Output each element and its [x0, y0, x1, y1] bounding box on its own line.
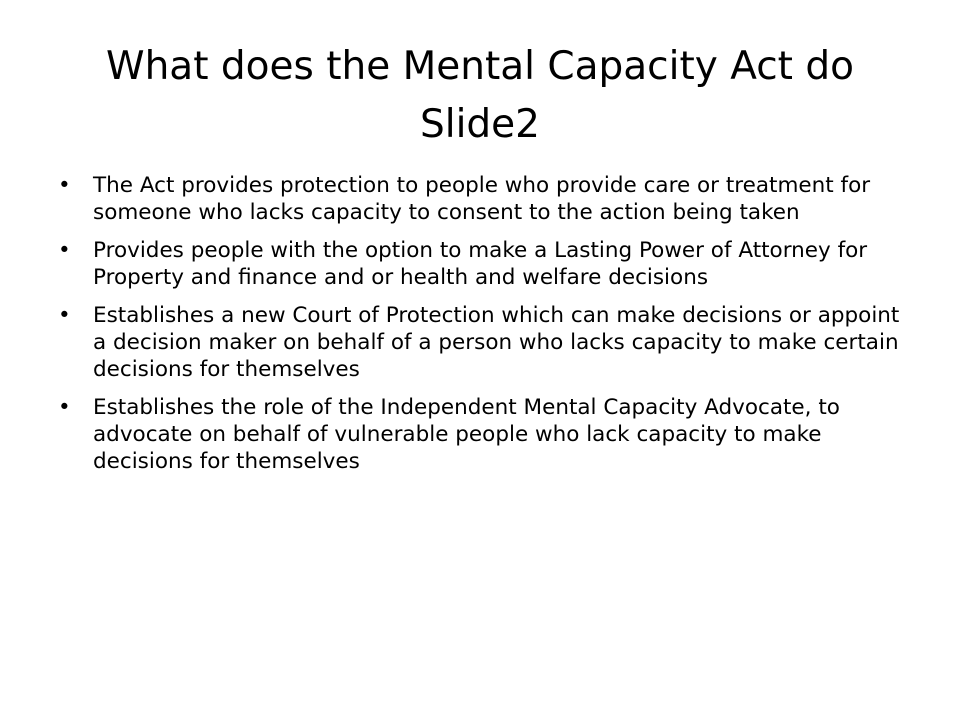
bullet-text: Establishes the role of the Independent Mental Capacity Advocate, to advocate on behalf of vulnerable people who lack capacity to make decisions for themselves [93, 395, 840, 474]
bullet-text: Provides people with the option to make a Lasting Power of Attorney for Property and finance and or health and welfare decisions [93, 238, 868, 290]
bullet-text: The Act provides protection to people who provide care or treatment for someone who lacks capacity to consent to the action being taken [93, 173, 871, 225]
bullet-icon: • [58, 173, 71, 198]
bullet-item [58, 302, 908, 383]
bullet-list [58, 172, 908, 486]
bullet-text: Establishes a new Court of Protection which can make decisions or appoint a decision maker on behalf of a person who lacks capacity to make certain decisions for themselves [93, 303, 900, 382]
slide-title-line-1: What does the Mental Capacity Act do [106, 44, 854, 89]
bullet-item [58, 394, 908, 475]
slide-title-line-2: Slide2 [420, 102, 540, 147]
bullet-item [58, 172, 908, 226]
bullet-icon: • [58, 238, 71, 263]
bullet-item [58, 237, 908, 291]
bullet-icon: • [58, 395, 71, 420]
bullet-icon: • [58, 303, 71, 328]
slide-title [40, 38, 920, 154]
